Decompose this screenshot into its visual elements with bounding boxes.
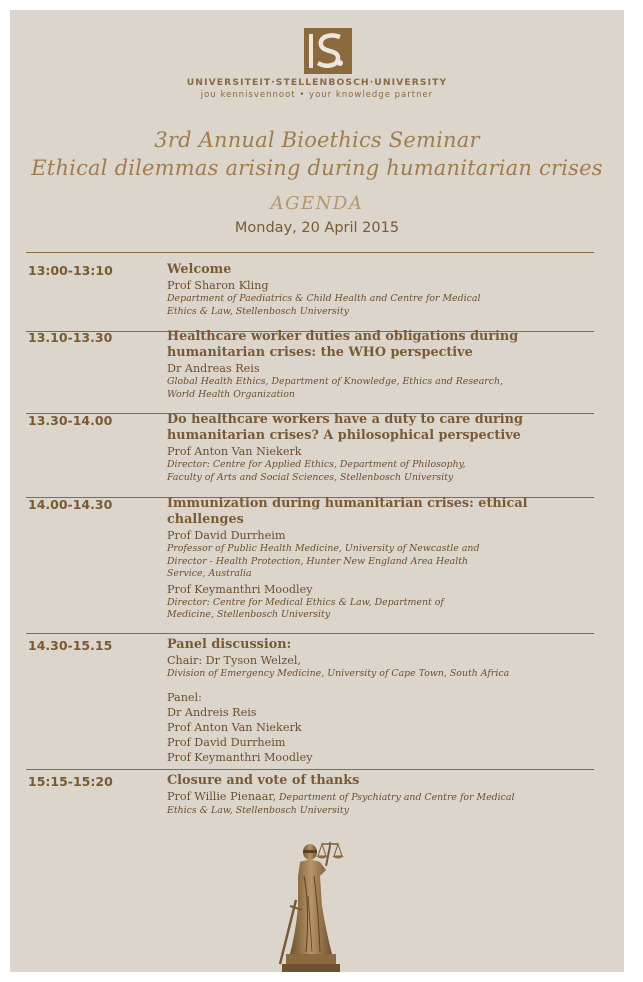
divider — [26, 769, 594, 770]
agenda-poster — [10, 10, 624, 972]
speaker-affiliation: Medicine, Stellenbosch University — [167, 609, 331, 620]
speaker-affiliation: Director: Centre for Medical Ethics & Law, Department of — [167, 596, 444, 608]
session-details — [167, 637, 599, 765]
session-time: 14.30-15.15 — [28, 638, 113, 653]
panel-member: Prof Anton Van Niekerk — [167, 720, 302, 734]
session-details — [167, 329, 599, 401]
event-date: Monday, 20 April 2015 — [234, 220, 400, 236]
session-details — [167, 773, 599, 817]
session-time: 15:15-15:20 — [28, 774, 113, 789]
stellenbosch-logo-icon — [304, 28, 352, 74]
seminar-subtitle: Ethical dilemmas arising during humanitarian crises — [31, 156, 603, 180]
speaker-affiliation: World Health Organization — [167, 388, 295, 400]
divider — [26, 633, 594, 634]
speaker-affiliation: Department of Paediatrics & Child Health and Centre for Medical — [167, 293, 481, 304]
panel-member: Prof Keymanthri Moodley — [167, 750, 313, 764]
session-details — [167, 262, 599, 318]
divider — [26, 252, 594, 253]
panel-label: Panel: — [167, 690, 202, 704]
session-title: Panel discussion: — [167, 637, 292, 652]
seminar-title: 3rd Annual Bioethics Seminar — [154, 128, 480, 152]
session-title: Immunization during humanitarian crises: ethical — [167, 496, 528, 511]
lady-justice-icon — [270, 836, 366, 972]
chair-name: Chair: Dr Tyson Welzel, — [167, 654, 302, 667]
speaker-affiliation: Professor of Public Health Medicine, University of Newcastle and — [167, 543, 480, 554]
speaker-affiliation: Faculty of Arts and Social Sciences, Stellenbosch University — [167, 471, 454, 483]
university-name: UNIVERSITEIT·STELLENBOSCH·UNIVERSITY — [186, 77, 448, 88]
session-title: challenges — [167, 512, 244, 527]
speaker-affiliation: Department of Psychiatry and Centre for Medical — [276, 792, 515, 803]
panel-member: Dr Andreis Reis — [167, 705, 257, 719]
university-tagline: jou kennisvennoot • your knowledge partner — [200, 90, 434, 100]
session-details — [167, 496, 599, 622]
speaker-affiliation: Director: Centre for Applied Ethics, Department of Philosophy, — [167, 459, 466, 470]
session-time: 13:00-13:10 — [28, 263, 113, 278]
session-title: humanitarian crises: the WHO perspective — [167, 345, 473, 360]
session-title: Closure and vote of thanks — [167, 773, 360, 788]
session-title: Do healthcare workers have a duty to care during — [167, 412, 523, 427]
session-title: Welcome — [167, 262, 232, 277]
speaker-name: Prof Willie Pienaar, — [167, 790, 277, 803]
speaker-affiliation: Service, Australia — [167, 568, 252, 579]
speaker-name: Prof Anton Van Niekerk — [167, 445, 302, 458]
session-details — [167, 412, 599, 484]
session-title: humanitarian crises? A philosophical perspective — [167, 428, 521, 443]
speaker-name: Prof Sharon Kling — [167, 279, 269, 292]
panel-member: Prof David Durrheim — [167, 735, 286, 749]
speaker-affiliation: Ethics & Law, Stellenbosch University — [167, 804, 349, 816]
session-title: Healthcare worker duties and obligations during — [167, 329, 519, 344]
speaker-line — [167, 789, 599, 805]
session-time: 13.10-13.30 — [28, 330, 113, 345]
speaker-name: Prof Keymanthri Moodley — [167, 582, 313, 596]
speaker-affiliation: Global Health Ethics, Department of Knowledge, Ethics and Research, — [167, 376, 504, 387]
speaker-name: Dr Andreas Reis — [167, 362, 260, 375]
session-time: 14.00-14.30 — [28, 497, 113, 512]
session-time: 13.30-14.00 — [28, 413, 113, 428]
speaker-affiliation: Director - Health Protection, Hunter New England Area Health — [167, 555, 469, 567]
chair-affiliation: Division of Emergency Medicine, University of Cape Town, South Africa — [167, 668, 510, 679]
speaker-affiliation: Ethics & Law, Stellenbosch University — [167, 305, 349, 317]
agenda-heading: AGENDA — [270, 193, 364, 214]
speaker-name: Prof David Durrheim — [167, 529, 286, 542]
